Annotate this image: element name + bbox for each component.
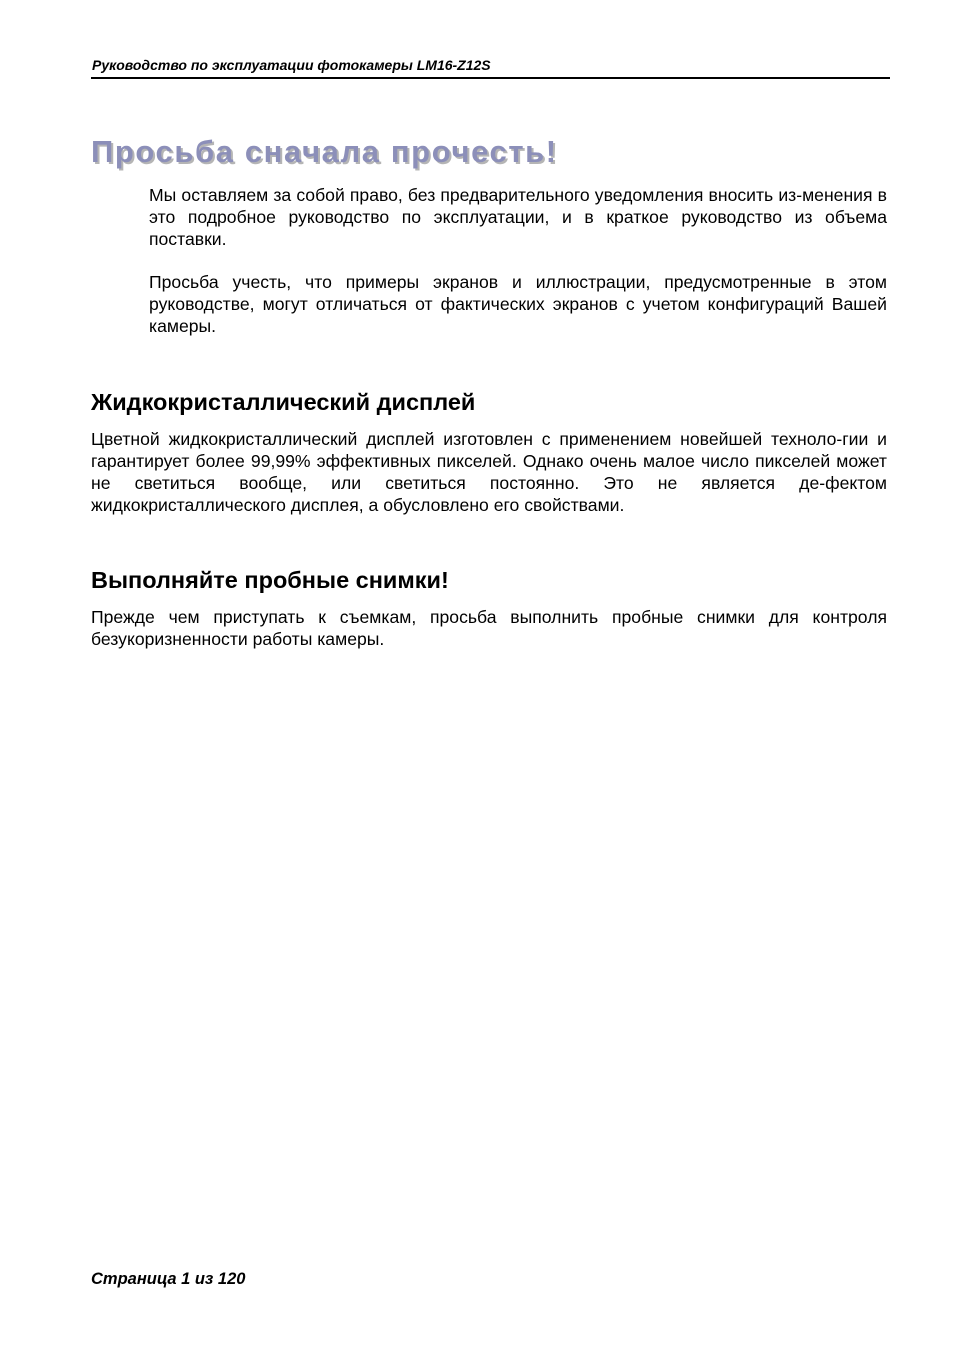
lcd-section-heading: Жидкокристаллический дисплей (91, 389, 476, 415)
test-section-heading: Выполняйте пробные снимки! (91, 567, 449, 593)
intro-paragraph-2: Просьба учесть, что примеры экранов и иллюстрации, предусмотренные в этом руководстве, могут отличаться от фактических экранов с учетом конфигураций Вашей камеры. (149, 272, 887, 336)
test-section-body: Прежде чем приступать к съемкам, просьба выполнить пробные снимки для контроля безукоризненности работы камеры. (91, 607, 887, 649)
running-title: Руководство по эксплуатации фотокамеры LM16-Z12S (92, 57, 491, 73)
lcd-section-body: Цветной жидкокристаллический дисплей изготовлен с применением новейшей техноло-гии и гарантирует более 99,99% эффективных пикселей. Однако очень малое число пикселей может не светиться вообще, или светиться постоянно. Это не является де-фектом жидкокристаллического дисплея, а обусловлено его свойствами. (91, 429, 887, 515)
page-header (91, 56, 890, 79)
intro-paragraph-1: Мы оставляем за собой право, без предварительного уведомления вносить из-менения в это подробное руководство по эксплуатации, и в краткое руководство из объема поставки. (149, 185, 887, 249)
page-title: Просьба сначала прочесть! (91, 134, 558, 169)
page-number: Страница 1 из 120 (91, 1270, 246, 1288)
